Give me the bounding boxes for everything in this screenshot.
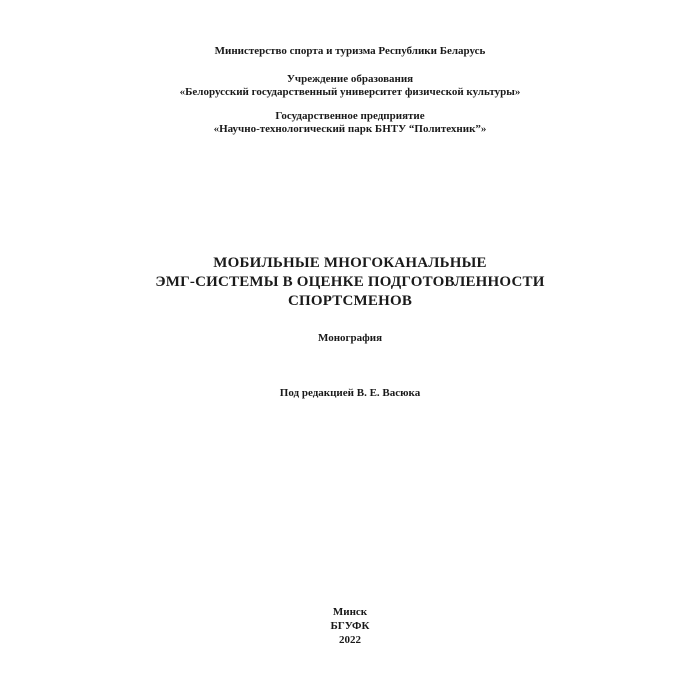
imprint-city: Минск bbox=[332, 606, 368, 618]
imprint-publisher: БГУФК bbox=[330, 620, 370, 632]
editor-text: Под редакцией В. Е. Васюка bbox=[279, 387, 421, 399]
enterprise-name-text: «Научно-технологический парк БНТУ “Политехник”» bbox=[213, 123, 487, 135]
title-line-3: СПОРТСМЕНОВ bbox=[287, 293, 413, 309]
institution-name-text: «Белорусский государственный университет физической культуры» bbox=[179, 86, 521, 98]
enterprise-type-text: Государственное предприятие bbox=[275, 110, 425, 122]
title-line-1: МОБИЛЬНЫЕ МНОГОКАНАЛЬНЫЕ bbox=[213, 255, 487, 271]
imprint-year: 2022 bbox=[339, 634, 361, 646]
title-line-2: ЭМГ-СИСТЕМЫ В ОЦЕНКЕ ПОДГОТОВЛЕННОСТИ bbox=[155, 274, 545, 290]
genre-text: Монография bbox=[317, 332, 383, 344]
ministry-text: Министерство спорта и туризма Республики Беларусь bbox=[214, 45, 486, 57]
institution-type-text: Учреждение образования bbox=[286, 73, 414, 85]
